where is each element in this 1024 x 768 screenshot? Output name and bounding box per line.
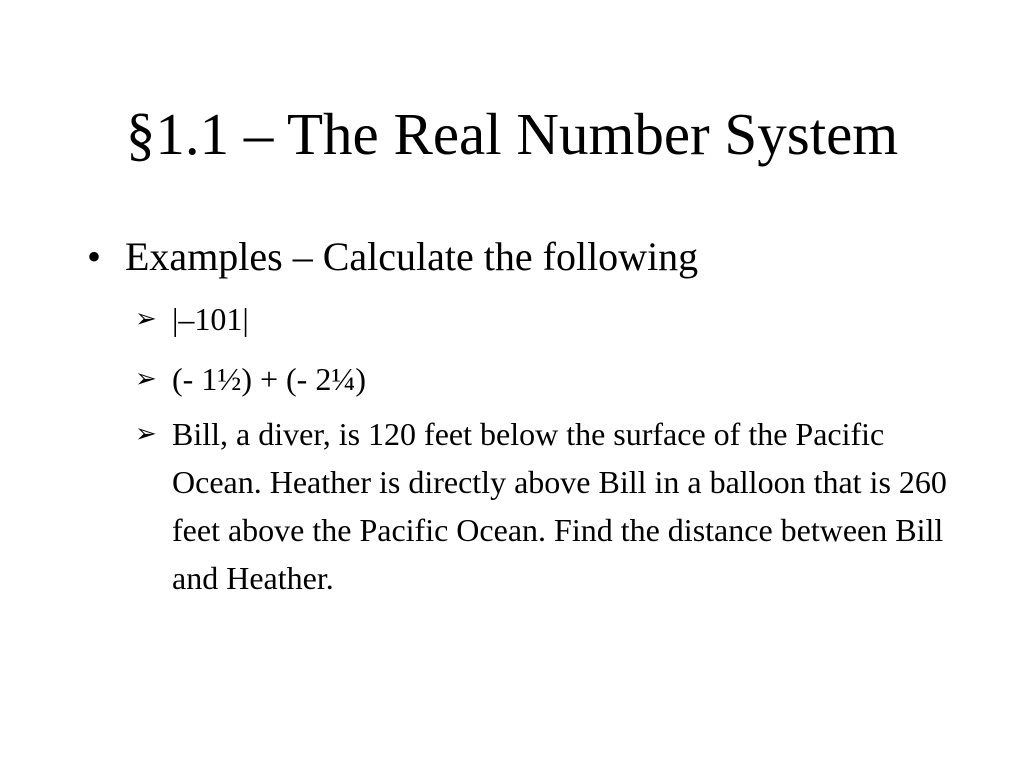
- arrow-bullet-icon: ➢: [135, 364, 157, 394]
- sub-item-text: (- 1½) + (- 2¼): [172, 361, 366, 397]
- arrow-bullet-icon: ➢: [135, 304, 157, 334]
- sub-item-text: |–101|: [172, 301, 249, 337]
- arrow-bullet-icon: ➢: [135, 419, 157, 449]
- bullet-marker: •: [87, 234, 102, 279]
- slide-title: §1.1 – The Real Number System: [125, 101, 899, 167]
- sub-item-text: Bill, a diver, is 120 feet below the surface of the Pacific Ocean. Heather is directly above Bill in a balloon that is 260 feet above the Pacific Ocean. Find the distance between Bill and Heather.: [172, 416, 947, 596]
- bullet-text: Examples – Calculate the following: [125, 234, 699, 279]
